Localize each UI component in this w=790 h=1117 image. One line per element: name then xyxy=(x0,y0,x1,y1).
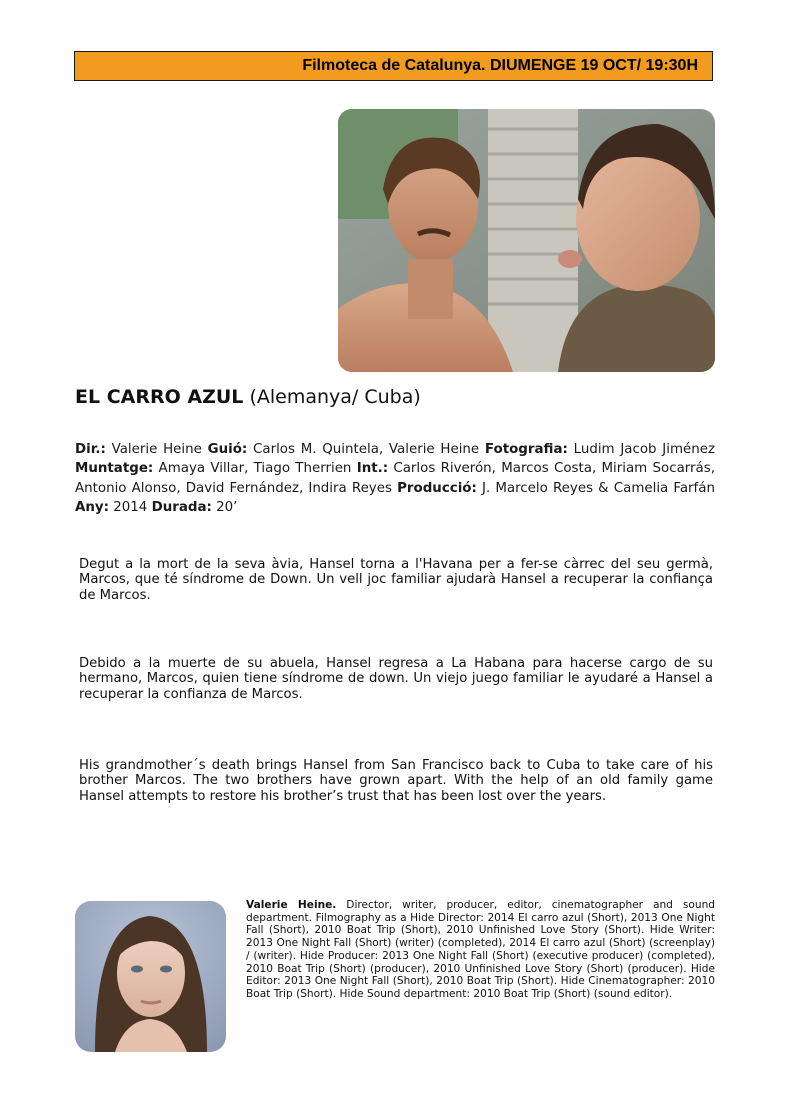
film-credits xyxy=(75,440,715,518)
director-portrait-illustration xyxy=(75,901,226,1052)
credit-value: Carlos M. Quintela, Valerie Heine xyxy=(253,442,480,457)
director-bio-text: Director, writer, producer, editor, cinematographer and sound department. Filmography as a Hide Director: 2014 El carro azul (Short), 2013 One Night Fall (Short), 2010 Boat Trip (Short), 2010 Unfinished Love Story (Short). Hide Writer: 2013 One Night Fall (Short) (writer) (completed), 2014 El carro azul (Short) (screenplay) / (writer). Hide Producer: 2013 One Night Fall (Short) (executive producer) (completed), 2010 Boat Trip (Short) (producer), 2010 Unfinished Love Story (Short) (producer). Hide Editor: 2013 One Night Fall (Short), 2010 Boat Trip (Short). Hide Cinematographer: 2010 Boat Trip (Short). Hide Sound department: 2010 Boat Trip (Short) (sound editor). xyxy=(246,899,716,1000)
film-still-image xyxy=(338,109,715,372)
credit-label: Int.: xyxy=(356,461,389,477)
director-portrait xyxy=(75,901,226,1052)
credit-value: Carlos Riverón, Marcos Costa, Miriam Socarrás, Antonio Alonso, David Fernández, Indira Reyes xyxy=(75,461,715,496)
credit-value: J. Marcelo Reyes & Camelia Farfán xyxy=(482,480,715,496)
credit-value: Amaya Villar, Tiago Therrien xyxy=(158,461,352,477)
film-title-name: EL CARRO AZUL xyxy=(75,386,244,408)
screening-banner-text: Filmoteca de Catalunya. DIUMENGE 19 OCT/ 19:30H xyxy=(302,57,698,74)
synopsis-spanish: Debido a la muerte de su abuela, Hansel regresa a La Habana para hacerse cargo de su hermano, Marcos, quien tiene síndrome de down. Un viejo juego familiar le ayudaré a Hansel a recuperar la confianza de Marcos. xyxy=(79,656,713,702)
credit-label: Muntatge: xyxy=(75,461,154,477)
screening-banner xyxy=(74,51,713,81)
credit-label: Fotografia: xyxy=(484,442,568,457)
synopsis-catalan: Degut a la mort de la seva àvia, Hansel torna a l'Havana per a fer-se càrrec del seu germà, Marcos, que té síndrome de Down. Un vell joc familiar ajudarà Hansel a recuperar la confiança de Marcos. xyxy=(79,557,713,603)
director-bio xyxy=(246,899,715,1001)
credit-label: Guió: xyxy=(207,442,248,457)
credit-value: 20’ xyxy=(216,500,238,516)
film-title xyxy=(75,386,421,408)
credit-value: 2014 xyxy=(113,500,148,516)
credit-label: Producció: xyxy=(397,480,477,496)
film-still-illustration xyxy=(338,109,715,372)
synopsis-english: His grandmother´s death brings Hansel from San Francisco back to Cuba to take care of his brother Marcos. The two brothers have grown apart. With the help of an old family game Hansel attempts to restore his brother’s trust that has been lost over the years. xyxy=(79,758,713,804)
credit-label: Dir.: xyxy=(75,442,106,457)
credit-value: Valerie Heine xyxy=(111,442,202,457)
credit-value: Ludim Jacob Jiménez xyxy=(573,442,715,457)
credit-label: Any: xyxy=(75,500,109,516)
film-origin: (Alemanya/ Cuba) xyxy=(249,386,421,408)
director-name: Valerie Heine. xyxy=(246,899,337,911)
credit-label: Durada: xyxy=(151,500,212,516)
